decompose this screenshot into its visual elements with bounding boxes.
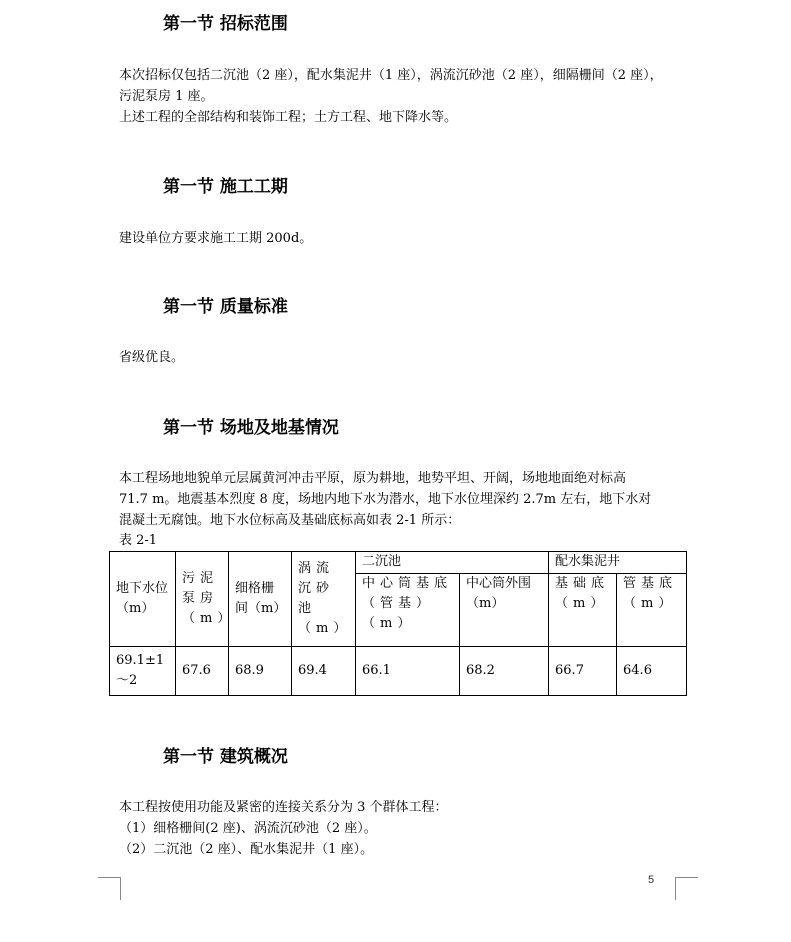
paragraph-line: 本次招标仅包括二沉池（2 座），配水集泥井（1 座），涡流沉砂池（2 座），细隔栅间（2 座），: [119, 68, 663, 83]
section-heading-bidding-scope: 第一节 招标范围: [163, 14, 288, 34]
groundwater-elevation-table: [109, 551, 687, 696]
header-pipe-base-bottom: 管基底（m）: [617, 574, 687, 647]
group-header-distribution-well: 配水集泥井: [549, 552, 687, 574]
paragraph-line: 本工程场地地貌单元层属黄河冲击平原，原为耕地，地势平坦、开阔，场地地面绝对标高: [119, 471, 627, 486]
paragraph-line: （2）二沉池（2 座）、配水集泥井（1 座）。: [119, 842, 374, 857]
header-foundation-bottom: 基础底（m）: [549, 574, 617, 647]
paragraph-line: 混凝土无腐蚀。地下水位标高及基础底标高如表 2-1 所示：: [119, 513, 461, 528]
paragraph-line: 污泥泵房 1 座。: [119, 89, 214, 104]
table-header-row: [110, 552, 687, 574]
cell-groundwater-level: 69.1±1～2: [110, 647, 176, 696]
paragraph-line: 本工程按使用功能及紧密的连接关系分为 3 个群体工程：: [119, 800, 448, 815]
paragraph-line: 建设单位方要求施工工期 200d。: [119, 231, 313, 246]
paragraph-line: 上述工程的全部结构和装饰工程；土方工程、地下降水等。: [119, 110, 458, 125]
page-corner-mark-left: [98, 877, 121, 900]
cell-pipe-base-bottom: 64.6: [617, 647, 687, 696]
section-heading-construction-period: 第一节 施工工期: [163, 177, 288, 197]
cell-center-cylinder-base: 66.1: [356, 647, 460, 696]
group-header-secondary-clarifier: 二沉池: [356, 552, 549, 574]
section-body-quality-standard: [119, 347, 689, 368]
header-center-cylinder-outer: 中心筒外围（m）: [460, 574, 549, 647]
section-body-bidding-scope: [119, 65, 689, 128]
section-body-building-overview: [119, 797, 689, 860]
paragraph-line: （1）细格栅间(2 座)、涡流沉砂池（2 座）。: [119, 821, 377, 836]
page-corner-mark-right: [675, 877, 698, 900]
section-body-construction-period: [119, 228, 689, 249]
table-row: [110, 647, 687, 696]
paragraph-line: 71.7 m。地震基本烈度 8 度，场地内地下水为潜水，地下水位埋深约 2.7m 左右，地下水对: [119, 492, 652, 507]
header-center-cylinder-base: 中心筒基底（管基）（m）: [356, 574, 460, 647]
cell-foundation-bottom: 66.7: [549, 647, 617, 696]
header-groundwater-level: 地下水位（m）: [110, 552, 176, 647]
cell-center-cylinder-outer: 68.2: [460, 647, 549, 696]
cell-fine-grid-room: 68.9: [229, 647, 292, 696]
header-sludge-pump-house: 污泥泵房（m）: [176, 552, 229, 647]
page-number: 5: [648, 874, 655, 886]
cell-sludge-pump-house: 67.6: [176, 647, 229, 696]
header-fine-grid-room: 细格栅间（m）: [229, 552, 292, 647]
header-vortex-grit-chamber: 涡流沉砂池（m）: [292, 552, 356, 647]
section-heading-site-foundation: 第一节 场地及地基情况: [163, 418, 339, 438]
section-heading-building-overview: 第一节 建筑概况: [163, 747, 288, 767]
table-caption: 表 2-1: [119, 533, 158, 548]
section-body-site-foundation: [119, 468, 689, 531]
section-heading-quality-standard: 第一节 质量标准: [163, 297, 288, 317]
paragraph-line: 省级优良。: [119, 350, 185, 365]
cell-vortex-grit-chamber: 69.4: [292, 647, 356, 696]
